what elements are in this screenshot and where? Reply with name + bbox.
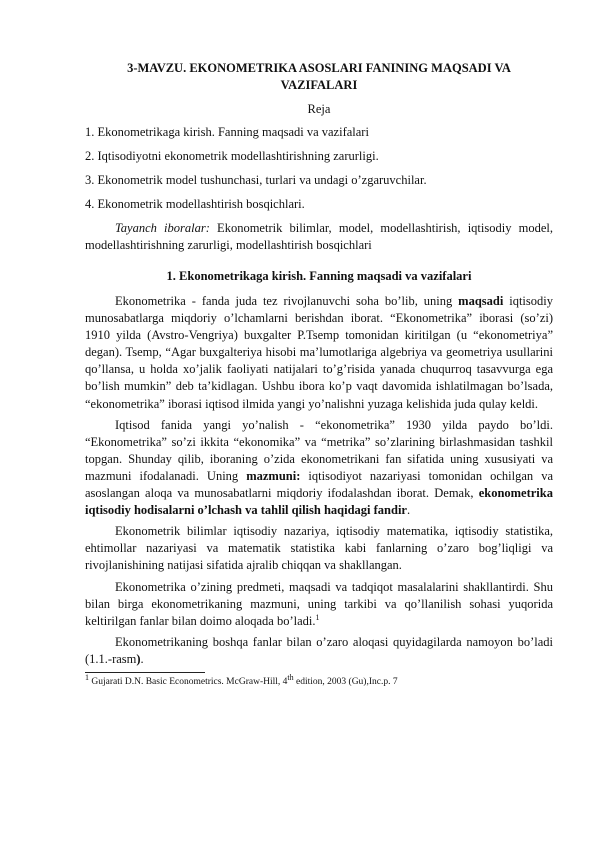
page-content <box>85 60 553 688</box>
plan-item: 3. Ekonometrik model tushunchasi, turlari va undagi o’zgaruvchilar. <box>85 173 427 187</box>
footnote-text: Gujarati D.N. Basic Econometrics. McGraw-Hill, 4 <box>89 676 288 687</box>
ordinal-suffix: th <box>287 672 294 682</box>
bold-definition: ekonometrika iqtisodiy hodisalarni o’lchash va tahlil qilish haqidagi fandir <box>85 486 553 518</box>
bold-term: mazmuni: <box>246 468 301 483</box>
keywords-paragraph <box>85 220 553 254</box>
keywords-label: Tayanch iboralar: <box>115 221 210 235</box>
footnote-number: 1 <box>85 672 89 682</box>
text-run: Ekonometrika o’zining predmeti, maqsadi va tadqiqot masalalarini shakllantirdi. Shu bilan birga ekonometrikaning mazmuni, uning tarkibi va qo’llanilish sohasi yuqorida keltirilgan fanlar bilan doimo aloqada bo’ladi. <box>85 579 553 628</box>
paragraph-5 <box>85 634 553 668</box>
plan-item: 1. Ekonometrikaga kirish. Fanning maqsadi va vazifalari <box>85 125 369 139</box>
text-run: iqtisodiyot nazariyasi tomonidan ochilgan va asoslangan aloqa va munosabatlarni miqdoriy ifodalashdan iborat. Demak, <box>85 468 553 501</box>
text-run: . <box>140 651 144 666</box>
plan-item: 4. Ekonometrik modellashtirish bosqichlari. <box>85 197 305 211</box>
footnote-ref[interactable]: 1 <box>315 612 320 622</box>
plan-heading: Reja <box>307 102 331 116</box>
text-run: Iqtisod fanida yangi yo’nalish - “ekonometrika” 1930 yilda paydo bo’ldi. “Ekonometrika” so’zi ikkita “ekonomika” va “metrika” so’zlarining birlashmasidan tashkil topgan. Shunday qilib, iboraning o’zida ekonometrikani fan sifatida uning xususiyati va mazmuni ifodalanadi. Uning <box>85 417 553 483</box>
keywords-text: Ekonometrik bilimlar, model, modellashtirish, iqtisodiy model, modellashtirishning zarurligi, modellashtirish bosqichlari <box>85 221 553 252</box>
section-heading: 1. Ekonometrikaga kirish. Fanning maqsadi va vazifalari <box>166 269 472 283</box>
text-run: Ekonometrika - fanda juda tez rivojlanuvchi soha bo’lib, uning <box>115 294 459 308</box>
bold-paren: ) <box>136 651 141 666</box>
plan-list <box>85 124 553 213</box>
plan-item: 2. Iqtisodiyotni ekonometrik modellashtirishning zarurligi. <box>85 149 379 163</box>
paragraph-1 <box>85 293 553 413</box>
footnote-text: edition, 2003 (Gu),Inc.p. 7 <box>293 676 398 687</box>
footnote <box>85 672 553 688</box>
text-run: Ekonometrikaning boshqa fanlar bilan o’zaro aloqasi quyidagilarda namoyon bo’ladi (1.1.-rasm <box>85 634 553 666</box>
text-run: iqtisodiy munosabatlarga miqdoriy o’lchamlarni berishdan iborat. “Ekonometrika” iborasi (so’zi) 1910 yilda (Avstro-Vengriya) buxgalter P.Tsemp tomonidan kiritilgan (u “ekonometriya” degan). Tsemp, “Agar buxgalteriya hisobi ma’lumotlariga algebriya va geometriya usullarini qo’llansa, u holda xo’jalik faoliyati natijalari to’g’risida yanada chuqurroq tasavvurga ega bo’lish mumkin” deb ta’kidlagan. Ushbu ibora ko’p vaqt davomida ishlatilmagan bo’lsada, “ekonometrika” iborasi iqtisod ilmida yangi yo’nalishni yuzaga kelishida juda qulay keldi. <box>85 294 553 411</box>
text-run: . <box>406 503 411 518</box>
paragraph-3: Ekonometrik bilimlar iqtisodiy nazariya, iqtisodiy matematika, iqtisodiy statistika, ehtimollar nazariyasi va matematik statistika kabi fanlarning o’zaro bog’liqligi va rivojlanishining natijasi sifatida ajralib chiqqan va shakllangan. <box>85 524 553 573</box>
bold-term: maqsadi <box>458 294 504 308</box>
footnote-divider <box>85 672 205 673</box>
page-title: 3-MAVZU. EKONOMETRIKA ASOSLARI FANINING MAQSADI VA VAZIFALARI <box>127 61 511 92</box>
paragraph-2 <box>85 417 553 520</box>
paragraph-4 <box>85 579 553 630</box>
